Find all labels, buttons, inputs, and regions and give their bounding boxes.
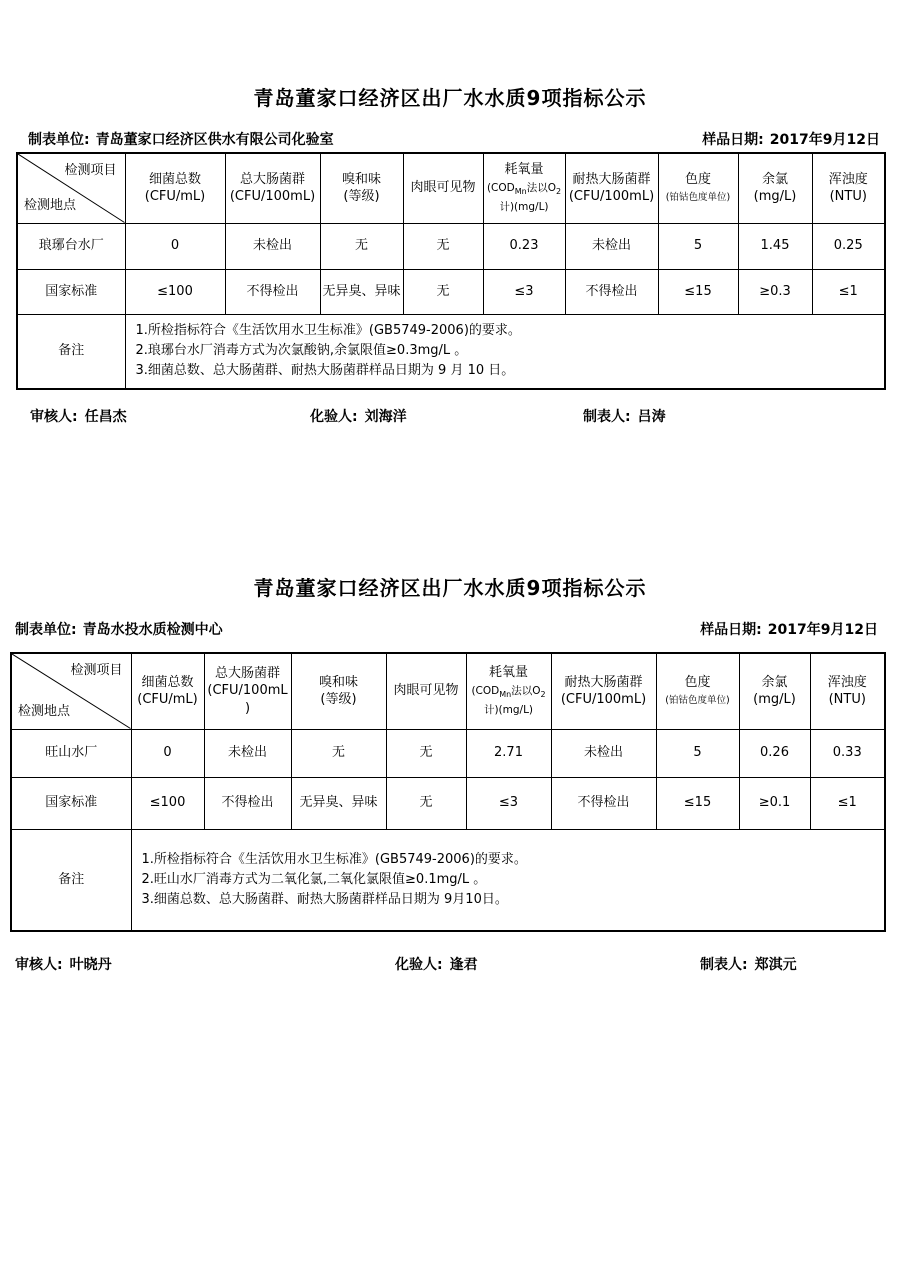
table-row: [17, 269, 885, 314]
preparer-signature: 制表人: 郑淇元: [700, 957, 797, 973]
remark-line: 1.所检指标符合《生活饮用水卫生标准》(GB5749-2006)的要求。: [135, 323, 521, 339]
col-header-oxygen-consumption: 耗氧量 ($COD_{Mn}$法以$O_2$计)(mg/L): [483, 153, 565, 223]
value-cell: 无: [320, 223, 403, 269]
reviewer-signature: 审核人: 叶晓丹: [15, 957, 112, 973]
value-cell: 无异臭、异味: [320, 269, 403, 314]
value-cell: 0.25: [812, 223, 885, 269]
sample-date-label: 样品日期:: [700, 622, 762, 638]
issuer-value: 青岛水投水质检测中心: [82, 622, 223, 638]
col-header-odor-taste: 嗅和味 (等级): [291, 653, 386, 729]
remark-line: 1.所检指标符合《生活饮用水卫生标准》(GB5749-2006)的要求。: [141, 851, 527, 867]
value-cell: 5: [656, 729, 739, 777]
value-cell: 无异臭、异味: [291, 777, 386, 829]
remark-body: [131, 829, 885, 931]
value-cell: 2.71: [466, 729, 551, 777]
preparer-signature: 制表人: 吕涛: [583, 409, 666, 425]
col-header-visible-matter: 肉眼可见物: [386, 653, 466, 729]
col-header-total-coliform: 总大肠菌群 (CFU/100mL): [225, 153, 320, 223]
value-cell: ≤15: [656, 777, 739, 829]
value-cell: 0.33: [810, 729, 885, 777]
table-row: [11, 777, 885, 829]
corner-label-sites: 检测地点: [24, 197, 77, 213]
report1-issuer: [28, 129, 334, 149]
sample-date-label: 样品日期:: [702, 132, 764, 148]
value-cell: ≥0.3: [738, 269, 812, 314]
site-cell: 国家标准: [17, 269, 125, 314]
remark-label: 备注: [17, 314, 125, 389]
remark-line: 3.细菌总数、总大肠菌群、耐热大肠菌群样品日期为 9 月 10 日。: [135, 363, 515, 379]
tester-signature: 化验人: 刘海洋: [310, 409, 407, 425]
header-row: [11, 653, 885, 729]
col-header-total-bacteria: 细菌总数 (CFU/mL): [131, 653, 204, 729]
cod-unit: ($COD_{Mn}$法以$O_2$计)(mg/L): [486, 181, 562, 213]
report1-signatures: [0, 406, 900, 426]
value-cell: 5: [658, 223, 738, 269]
report1-table: [16, 152, 886, 390]
reviewer-signature: 审核人: 任昌杰: [30, 409, 127, 425]
value-cell: 无: [291, 729, 386, 777]
value-cell: ≤1: [810, 777, 885, 829]
table-row: [17, 223, 885, 269]
issuer-label: 制表单位:: [28, 132, 90, 148]
col-header-total-coliform: 总大肠菌群 (CFU/100mL ): [204, 653, 291, 729]
sample-date-value: 2017年9月12日: [769, 132, 880, 148]
report2-issuer: [15, 619, 223, 639]
value-cell: 无: [403, 223, 483, 269]
report1-sample-date: [702, 129, 880, 149]
table-row: [11, 729, 885, 777]
report1-title: 青岛董家口经济区出厂水水质9项指标公示: [253, 86, 647, 110]
value-cell: ≤1: [812, 269, 885, 314]
value-cell: 未检出: [565, 223, 658, 269]
value-cell: ≤100: [131, 777, 204, 829]
site-cell: 琅琊台水厂: [17, 223, 125, 269]
corner-label-items: 检测项目: [64, 163, 117, 178]
value-cell: 无: [386, 729, 466, 777]
report2-meta: [15, 619, 878, 639]
value-cell: 不得检出: [565, 269, 658, 314]
col-header-turbidity: 浑浊度 (NTU): [810, 653, 885, 729]
remark-label: 备注: [11, 829, 131, 931]
remark-row: [11, 829, 885, 931]
value-cell: 0.26: [739, 729, 810, 777]
value-cell: 0.23: [483, 223, 565, 269]
remark-body: [125, 314, 885, 389]
value-cell: ≤100: [125, 269, 225, 314]
value-cell: 不得检出: [225, 269, 320, 314]
value-cell: ≤15: [658, 269, 738, 314]
corner-label-items: 检测项目: [70, 663, 123, 678]
value-cell: 无: [403, 269, 483, 314]
corner-header-cell: [17, 153, 125, 223]
site-cell: 旺山水厂: [11, 729, 131, 777]
cod-unit: ($COD_{Mn}$法以$O_2$计)(mg/L): [471, 684, 546, 716]
value-cell: 未检出: [204, 729, 291, 777]
header-row: [17, 153, 885, 223]
col-header-chromaticity: 色度 (铂钴色度单位): [658, 153, 738, 223]
col-header-total-bacteria: 细菌总数 (CFU/mL): [125, 153, 225, 223]
issuer-label: 制表单位:: [15, 622, 77, 638]
report2-title: 青岛董家口经济区出厂水水质9项指标公示: [253, 576, 647, 600]
col-header-residual-chlorine: 余氯 (mg/L): [738, 153, 812, 223]
value-cell: 未检出: [551, 729, 656, 777]
issuer-value: 青岛董家口经济区供水有限公司化验室: [95, 132, 334, 148]
remark-line: 2.琅琊台水厂消毒方式为次氯酸钠,余氯限值≥0.3mg/L 。: [135, 343, 468, 359]
corner-label-sites: 检测地点: [18, 703, 71, 719]
col-header-visible-matter: 肉眼可见物: [403, 153, 483, 223]
col-header-oxygen-consumption: 耗氧量 ($COD_{Mn}$法以$O_2$计)(mg/L): [466, 653, 551, 729]
report2-table: [10, 652, 886, 932]
corner-header-cell: [11, 653, 131, 729]
remark-row: [17, 314, 885, 389]
value-cell: 不得检出: [551, 777, 656, 829]
value-cell: ≤3: [483, 269, 565, 314]
col-header-thermotolerant-coliform: 耐热大肠菌群 (CFU/100mL): [565, 153, 658, 223]
report2-signatures: [0, 954, 900, 974]
col-header-turbidity: 浑浊度 (NTU): [812, 153, 885, 223]
report1-meta: [28, 129, 880, 149]
value-cell: ≥0.1: [739, 777, 810, 829]
remark-line: 2.旺山水厂消毒方式为二氧化氯,二氧化氯限值≥0.1mg/L 。: [141, 871, 487, 887]
col-header-residual-chlorine: 余氯 (mg/L): [739, 653, 810, 729]
sample-date-value: 2017年9月12日: [767, 622, 878, 638]
report2-sample-date: [700, 619, 878, 639]
col-header-thermotolerant-coliform: 耐热大肠菌群 (CFU/100mL): [551, 653, 656, 729]
value-cell: 1.45: [738, 223, 812, 269]
col-header-chromaticity: 色度 (铂钴色度单位): [656, 653, 739, 729]
value-cell: 0: [125, 223, 225, 269]
value-cell: 不得检出: [204, 777, 291, 829]
tester-signature: 化验人: 逢君: [395, 957, 478, 973]
value-cell: 0: [131, 729, 204, 777]
remark-line: 3.细菌总数、总大肠菌群、耐热大肠菌群样品日期为 9月10日。: [141, 891, 508, 907]
site-cell: 国家标准: [11, 777, 131, 829]
value-cell: ≤3: [466, 777, 551, 829]
col-header-odor-taste: 嗅和味 (等级): [320, 153, 403, 223]
value-cell: 无: [386, 777, 466, 829]
value-cell: 未检出: [225, 223, 320, 269]
